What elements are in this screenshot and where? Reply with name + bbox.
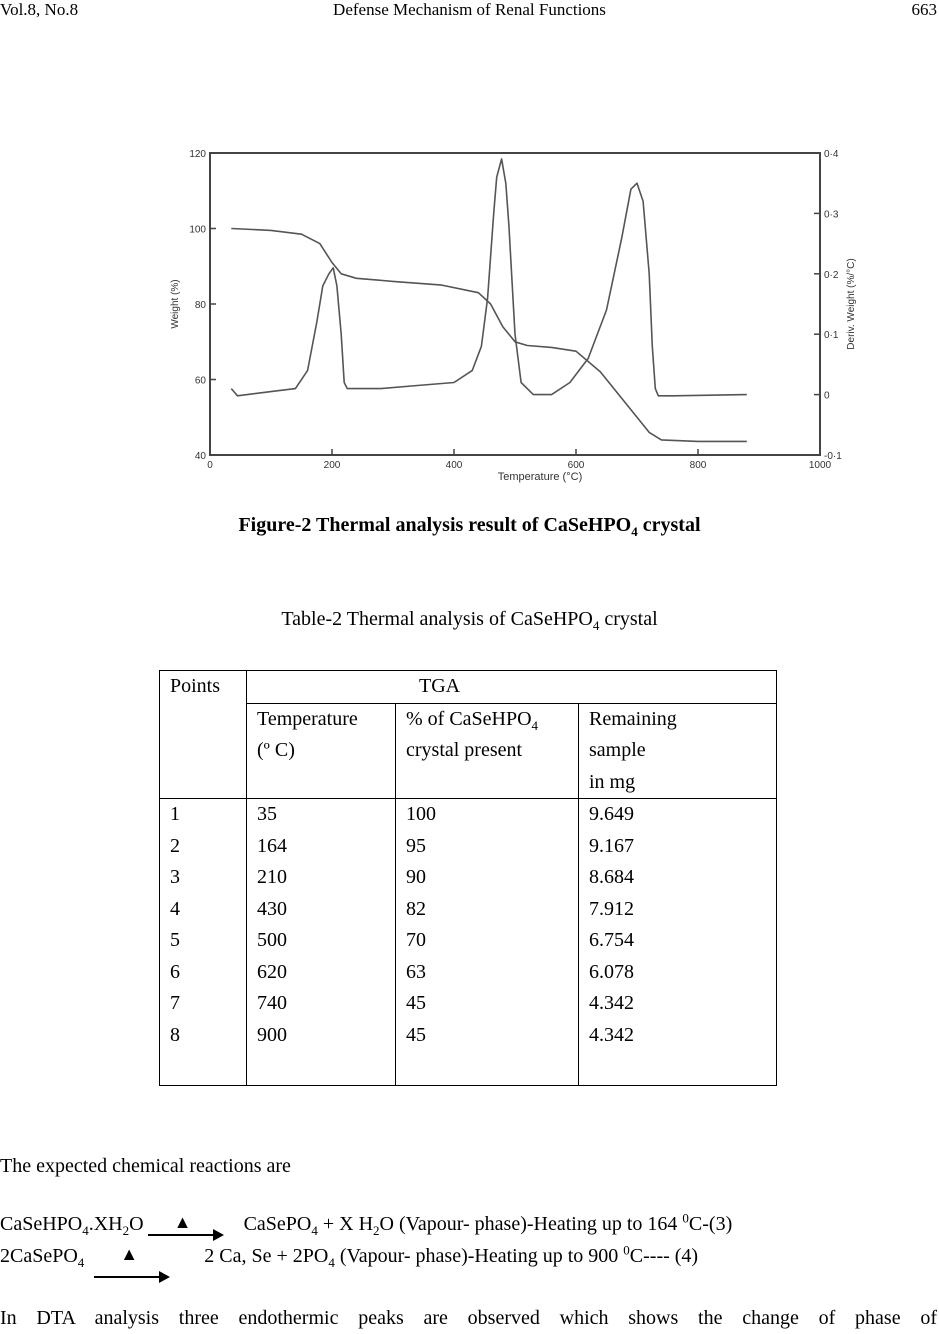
temperature-header: Temperature (º C)	[247, 703, 396, 799]
table-cell: 90	[406, 866, 426, 888]
table-cell: 620	[257, 960, 287, 983]
table-cell: 6	[170, 960, 180, 983]
table-cell: 8	[170, 1023, 180, 1046]
percent-column	[396, 799, 579, 1086]
y2-tick-label: 0·2	[824, 269, 839, 281]
table-cell: 4	[170, 897, 180, 920]
y-axis-label: Weight (%)	[170, 279, 181, 329]
x-tick-label: 0	[207, 460, 213, 471]
table-cell: 45	[406, 1023, 426, 1046]
table-body-row	[160, 799, 777, 1086]
y2-axis-label: Deriv. Weight (%/°C)	[846, 258, 857, 350]
remaining-header: Remaining sample in mg	[579, 703, 777, 799]
running-header-title: Defense Mechanism of Renal Functions	[333, 0, 606, 19]
points-column	[160, 799, 247, 1086]
x-tick-label: 600	[567, 460, 585, 471]
table-cell: 35	[257, 803, 277, 825]
temperature-column	[247, 799, 396, 1086]
table-cell: 9.649	[589, 803, 634, 825]
table-cell: 5	[170, 929, 180, 951]
table-cell: 8.684	[589, 866, 634, 888]
y-tick-label: 80	[194, 300, 206, 311]
percent-header: % of CaSeHPO$_4$ crystal present	[396, 703, 579, 799]
points-header: Points	[160, 671, 247, 799]
tga-table	[159, 670, 777, 1086]
table-cell: 100	[406, 803, 436, 825]
table-cell: 500	[257, 929, 287, 951]
y2-tick-label: 0·1	[824, 330, 839, 342]
table-cell: 7	[170, 992, 180, 1014]
table-cell: 3	[170, 866, 180, 888]
reaction-3: $CaSeHPO_4.XH_2O$ ▲ CaSePO$_4$ + X $H_2O$ (Vapour- phase)-Heating up to 164 $^0$C-(3)	[0, 1212, 732, 1236]
reactions-intro: The expected chemical reactions are	[0, 1155, 291, 1177]
thermal-analysis-chart	[160, 140, 860, 490]
table-cell: 900	[257, 1023, 287, 1046]
reaction-4: 2CaSePO$_4$ ▲ 2 Ca, $Se + 2PO_4$ (Vapour- phase)-Heating up to 900 $^0$C---- (4)	[0, 1244, 698, 1268]
table-cell: 430	[257, 897, 287, 920]
weight-series	[231, 229, 747, 442]
chart-ticks	[189, 149, 842, 471]
table-cell: 45	[406, 992, 426, 1014]
remaining-column	[579, 799, 777, 1086]
table-cell: 82	[406, 897, 426, 920]
y2-tick-label: 0·3	[824, 209, 839, 221]
y-tick-label: 60	[194, 375, 206, 387]
x-tick-label: 800	[689, 460, 707, 471]
y-tick-label: 100	[189, 224, 206, 236]
table-cell: 9.167	[589, 834, 634, 857]
y2-tick-label: -0·1	[824, 451, 842, 462]
table-cell: 4.342	[589, 1023, 634, 1046]
table-cell: 6.078	[589, 960, 634, 983]
table-cell: 70	[406, 929, 426, 951]
tga-group-header: TGA	[247, 671, 777, 704]
table-cell: 1	[170, 803, 180, 825]
table-cell: 210	[257, 866, 287, 888]
dta-paragraph: In DTA analysis three endothermic peaks are observed which shows the change of phase of	[0, 1307, 937, 1329]
figure-caption: Figure-2 Thermal analysis result of CaSeHPO$_4$ crystal	[238, 514, 701, 539]
reaction-arrow-icon: ▲	[148, 1214, 224, 1236]
x-tick-label: 1000	[808, 460, 832, 471]
x-tick-label: 400	[445, 460, 463, 471]
running-header-volume: Vol.8, No.8	[0, 0, 79, 19]
chart-series	[231, 159, 747, 441]
y-tick-label: 40	[194, 451, 206, 462]
table-cell: 164	[257, 834, 287, 857]
table-cell: 7.912	[589, 897, 634, 920]
table-cell: 4.342	[589, 992, 634, 1014]
table-cell: 63	[406, 960, 426, 983]
table-caption: Table-2 Thermal analysis of CaSeHPO$_4$ crystal	[281, 608, 658, 633]
reaction-arrow-icon: ▲	[94, 1256, 170, 1278]
table-cell: 6.754	[589, 929, 634, 951]
x-tick-label: 200	[323, 460, 341, 471]
page-number: 663	[911, 0, 937, 19]
table-cell: 2	[170, 834, 180, 857]
y2-tick-label: 0	[824, 390, 830, 402]
table-cell: 95	[406, 834, 426, 857]
table-cell: 740	[257, 992, 287, 1014]
y2-tick-label: 0·4	[824, 149, 839, 160]
y-tick-label: 120	[189, 149, 206, 160]
plot-frame	[210, 153, 820, 455]
x-axis-label: Temperature (°C)	[497, 471, 583, 483]
derivative-weight-series	[231, 159, 747, 396]
